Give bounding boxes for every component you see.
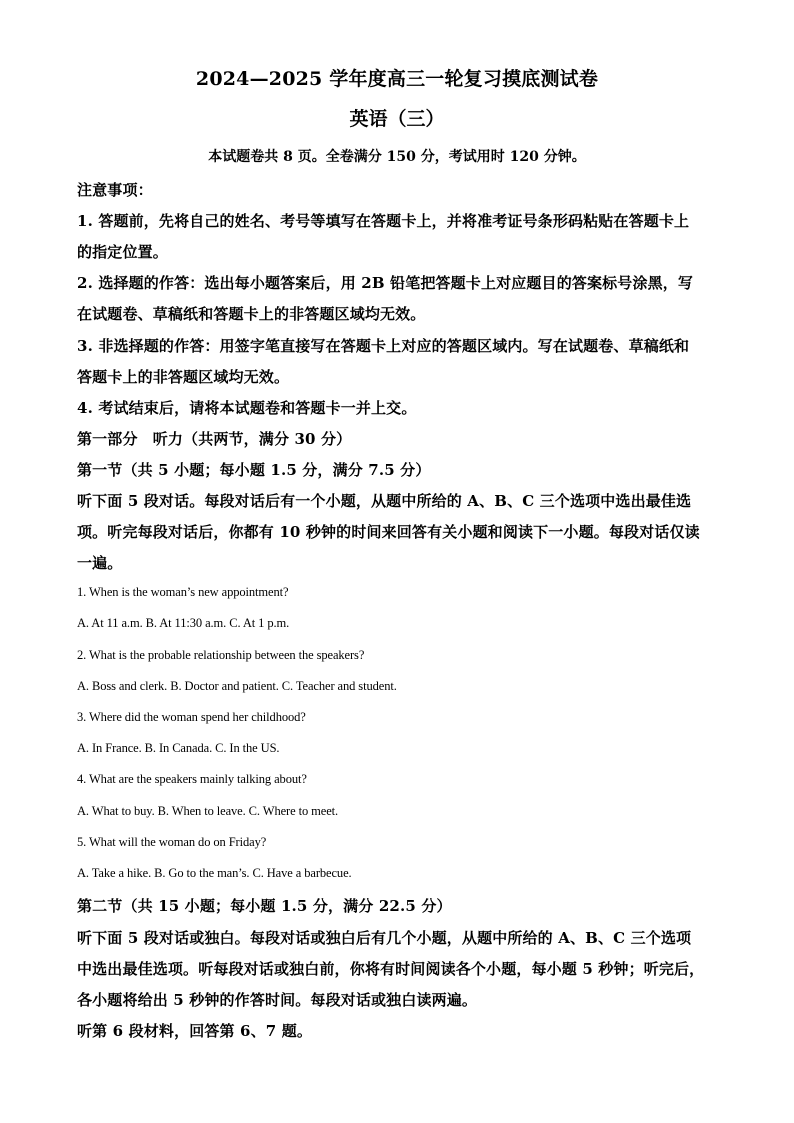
notice-heading: 注意事项： [77, 181, 153, 199]
question-2: 2. What is the probable relationship between the speakers? [77, 648, 365, 662]
question-4-options: A. What to buy. B. When to leave. C. Where to meet. [77, 804, 339, 818]
question-3: 3. Where did the woman spend her childhood? [77, 710, 306, 724]
notice-item-4: 4. 考试结束后，请将本试题卷和答题卡一并上交。 [77, 399, 417, 417]
section1-instruction-line-1: 听下面 5 段对话。每段对话后有一个小题，从题中所给的 A、B、C 三个选项中选出最佳选 [77, 492, 692, 510]
section1-heading: 第一节（共 5 小题；每小题 1.5 分，满分 7.5 分） [77, 461, 431, 479]
section2-instruction-line-1: 听下面 5 段对话或独白。每段对话或独白后有几个小题，从题中所给的 A、B、C 三个选项 [77, 929, 692, 947]
part1-heading: 第一部分 听力（共两节，满分 30 分） [77, 430, 352, 448]
notice-item-1-line-2: 的指定位置。 [77, 243, 168, 261]
exam-info: 本试题卷共 8 页。全卷满分 150 分，考试用时 120 分钟。 [208, 149, 586, 165]
section1-instruction-line-2: 项。听完每段对话后，你都有 10 秒钟的时间来回答有关小题和阅读下一小题。每段对话仅读 [77, 523, 700, 541]
question-3-options: A. In France. B. In Canada. C. In the US. [77, 741, 280, 755]
notice-item-2-line-2: 在试题卷、草稿纸和答题卡上的非答题区域均无效。 [77, 305, 426, 323]
question-2-options: A. Boss and clerk. B. Doctor and patient. C. Teacher and student. [77, 679, 397, 693]
question-1: 1. When is the woman’s new appointment? [77, 585, 289, 599]
question-1-options: A. At 11 a.m. B. At 11:30 a.m. C. At 1 p.m. [77, 616, 290, 630]
notice-item-3-line-1: 3. 非选择题的作答：用签字笔直接写在答题卡上对应的答题区域内。写在试题卷、草稿纸和 [77, 337, 690, 355]
question-5: 5. What will the woman do on Friday? [77, 835, 267, 849]
question-4: 4. What are the speakers mainly talking about? [77, 772, 307, 786]
notice-item-3-line-2: 答题卡上的非答题区域均无效。 [77, 368, 290, 386]
section2-instruction-line-2: 中选出最佳选项。听每段对话或独白前，你将有时间阅读各个小题，每小题 5 秒钟；听完后， [77, 960, 705, 978]
material-6-heading: 听第 6 段材料，回答第 6、7 题。 [77, 1022, 313, 1040]
notice-item-1-line-1: 1. 答题前，先将自己的姓名、考号等填写在答题卡上，并将准考证号条形码粘贴在答题卡上 [77, 212, 690, 230]
section2-heading: 第二节（共 15 小题；每小题 1.5 分，满分 22.5 分） [77, 897, 452, 915]
exam-title: 2024—2025 学年度高三一轮复习摸底测试卷 [195, 68, 599, 90]
section1-instruction-line-3: 一遍。 [77, 554, 123, 572]
question-5-options: A. Take a hike. B. Go to the man’s. C. Have a barbecue. [77, 866, 352, 880]
exam-subtitle: 英语（三） [349, 108, 445, 130]
section2-instruction-line-3: 各小题将给出 5 秒钟的作答时间。每段对话或独白读两遍。 [77, 991, 478, 1009]
notice-item-2-line-1: 2. 选择题的作答：选出每小题答案后，用 2B 铅笔把答题卡上对应题目的答案标号涂黑，写 [77, 274, 694, 292]
